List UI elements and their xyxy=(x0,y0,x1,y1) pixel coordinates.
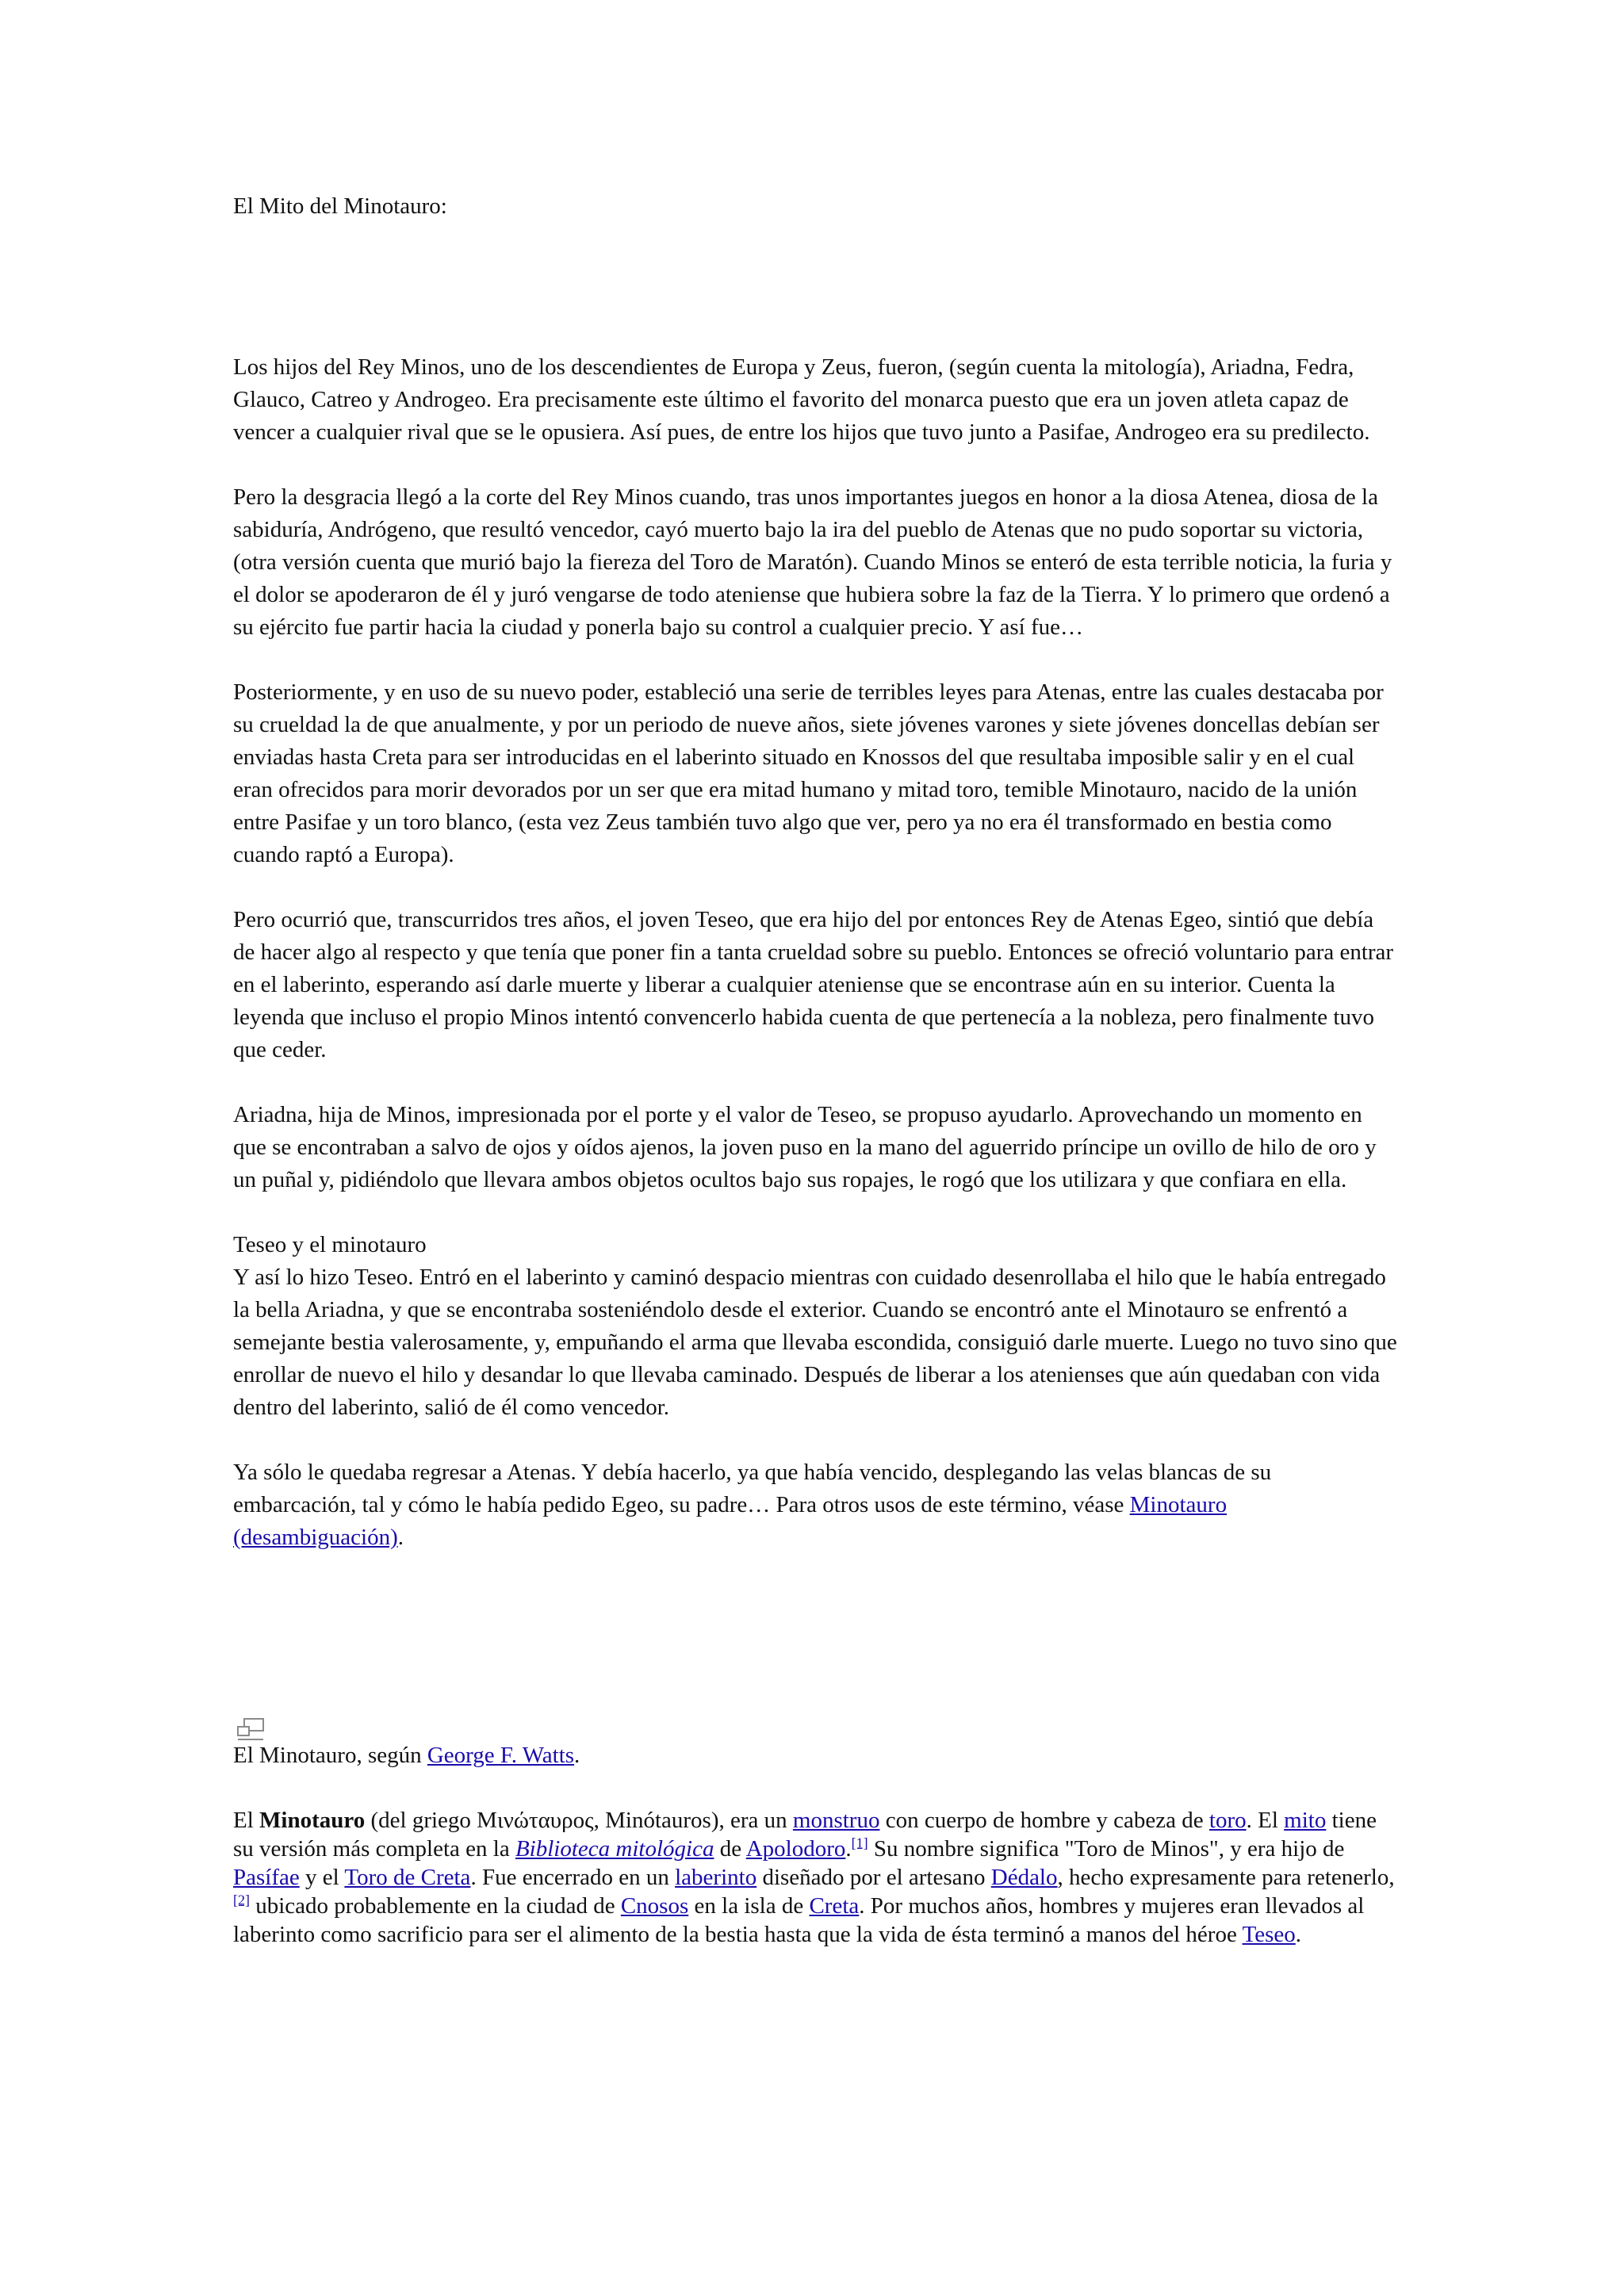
paragraph-3: Posteriormente, y en uso de su nuevo poder, estableció una serie de terribles leyes para Atenas, entre las cuales destacaba por su crueldad la de que anualmente, y por un periodo de nueve años, siete jóvenes varones y siete jóvenes doncellas debían ser enviadas hasta Creta para ser introducidas en el laberinto situado en Knossos del que resultaba imposible salir y en el cual eran ofrecidos para morir devorados por un ser que era mitad humano y mitad toro, temible Minotauro, nacido de la unión entre Pasifae y un toro blanco, (esta vez Zeus también tuvo algo que ver, pero ya no era él transformado en bestia como cuando raptó a Europa). xyxy=(233,679,1384,867)
link-monstruo[interactable]: monstruo xyxy=(792,1808,880,1833)
wiki-text: (del griego Μινώταυρος, Minótauros), era un xyxy=(365,1808,793,1833)
wiki-text: El xyxy=(233,1808,260,1833)
paragraph-6: Y así lo hizo Teseo. Entró en el laberinto y caminó despacio mientras con cuidado desenrollaba el hilo que le había entregado la bella Ariadna, y que se encontraba sosteniéndolo desde el exterior. Cuando se encontró ante el Minotauro se enfrentó a semejante bestia valerosamente, y, empuñando el arma que llevaba escondida, consiguió darle muerte. Luego no tuvo sino que enrollar de nuevo el hilo y desandar lo que llevaba caminado. Después de liberar a los atenienses que aún quedaban con vida dentro del laberinto, salió de él como vencedor. xyxy=(233,1265,1397,1420)
image-caption xyxy=(233,1739,580,1772)
link-toro[interactable]: toro xyxy=(1208,1808,1247,1833)
paragraph-1: Los hijos del Rey Minos, uno de los descendientes de Europa y Zeus, fueron, (según cuenta la mitología), Ariadna, Fedra, Glauco, Catreo y Androgeo. Era precisamente este último el favorito del monarca puesto que era un joven atleta capaz de vencer a cualquier rival que se le opusiera. Así pues, de entre los hijos que tuvo junto a Pasifae, Androgeo era su predilecto. xyxy=(233,354,1370,445)
paragraph-7-end: . xyxy=(397,1525,404,1550)
paragraph-5: Ariadna, hija de Minos, impresionada por el porte y el valor de Teseo, se propuso ayudarlo. Aprovechando un momento en que se encontraban a salvo de ojos y oídos ajenos, la joven puso en la mano del aguerrido príncipe un ovillo de hilo de oro y un puñal y, pidiéndolo que llevara ambos objetos ocultos bajo sus ropajes, le rogó que los utilizara y que confiara en ella. xyxy=(233,1102,1377,1192)
reference-2[interactable]: [2] xyxy=(233,1892,250,1908)
wiki-text: , hecho expresamente para retenerlo, xyxy=(1057,1865,1395,1890)
page-title: El Mito del Minotauro: xyxy=(233,193,447,219)
wiki-text: tiene su versión más completa en la xyxy=(233,1808,1377,1862)
link-teseo[interactable]: Teseo xyxy=(1242,1922,1296,1947)
wiki-text: con cuerpo de hombre y cabeza de xyxy=(879,1808,1209,1833)
reference-1[interactable]: [1] xyxy=(851,1835,868,1851)
wiki-text: Su nombre significa "Toro de Minos", y era hijo de xyxy=(868,1836,1345,1862)
link-cnosos[interactable]: Cnosos xyxy=(620,1893,689,1919)
link-mito[interactable]: mito xyxy=(1284,1808,1327,1833)
link-pasifae[interactable]: Pasífae xyxy=(233,1865,300,1890)
wiki-text: de xyxy=(714,1836,746,1862)
link-laberinto[interactable]: laberinto xyxy=(675,1865,757,1890)
paragraph-2: Pero la desgracia llegó a la corte del Rey Minos cuando, tras unos importantes juegos en honor a la diosa Atenea, diosa de la sabiduría, Andrógeno, que resultó vencedor, cayó muerto bajo la ira del pueblo de Atenas que no pudo soportar su victoria, (otra versión cuenta que murió bajo la fiereza del Toro de Maratón). Cuando Minos se enteró de esta terrible noticia, la furia y el dolor se apoderaron de él y juró vengarse de todo ateniense que hubiera sobre la faz de la Tierra. Y lo primero que ordenó a su ejército fue partir hacia la ciudad y ponerla bajo su control a cualquier precio. Y así fue… xyxy=(233,484,1392,640)
wiki-text: ubicado probablemente en la ciudad de xyxy=(250,1893,621,1919)
paragraph-7 xyxy=(233,1456,1399,1554)
wiki-text: . Fue encerrado en un xyxy=(470,1865,676,1890)
caption-text: El Minotauro, según xyxy=(233,1743,427,1768)
broken-image-icon xyxy=(236,1717,267,1741)
link-george-watts[interactable]: George F. Watts xyxy=(427,1743,575,1768)
link-creta[interactable]: Creta xyxy=(809,1893,860,1919)
wiki-text: diseñado por el artesano xyxy=(756,1865,991,1890)
link-biblioteca-mitologica[interactable] xyxy=(515,1836,714,1862)
link-minotauro-desambiguacion[interactable]: Minotauro (desambiguación) xyxy=(233,1492,1228,1550)
wiki-text: y el xyxy=(299,1865,345,1890)
wiki-text: en la isla de xyxy=(688,1893,810,1919)
link-toro-de-creta[interactable]: Toro de Creta xyxy=(344,1865,471,1890)
link-dedalo[interactable]: Dédalo xyxy=(990,1865,1058,1890)
term-minotauro: Minotauro xyxy=(259,1808,366,1833)
wiki-paragraph xyxy=(233,1806,1399,1949)
paragraph-7-text: Ya sólo le quedaba regresar a Atenas. Y debía hacerlo, ya que había vencido, desplegando las velas blancas de su embarcación, tal y cómo le había pedido Egeo, su padre… Para otros usos de este término, véase xyxy=(233,1460,1272,1517)
subheading: Teseo y el minotauro xyxy=(233,1232,427,1257)
paragraph-4: Pero ocurrió que, transcurridos tres años, el joven Teseo, que era hijo del por entonces Rey de Atenas Egeo, sintió que debía de hacer algo al respecto y que tenía que poner fin a tanta crueldad sobre su pueblo. Entonces se ofreció voluntario para entrar en el laberinto, esperando así darle muerte y liberar a cualquier ateniense que se encontrase aún en su interior. Cuenta la leyenda que incluso el propio Minos intentó convencerlo habida cuenta de que pertenecía a la nobleza, pero finalmente tuvo que ceder. xyxy=(233,907,1394,1062)
link-apolodoro[interactable]: Apolodoro xyxy=(745,1836,846,1862)
caption-end: . xyxy=(574,1743,580,1768)
story-body xyxy=(233,351,1399,1586)
wiki-text: . xyxy=(1295,1922,1302,1947)
wiki-text: . xyxy=(845,1836,852,1862)
link-biblioteca-mitologica-label: Biblioteca mitológica xyxy=(515,1836,714,1862)
wiki-text: . Por muchos años, hombres y mujeres eran llevados al laberinto como sacrificio para ser el alimento de la bestia hasta que la vida de ésta terminó a manos del héroe xyxy=(233,1893,1365,1947)
wiki-text: . El xyxy=(1246,1808,1285,1833)
